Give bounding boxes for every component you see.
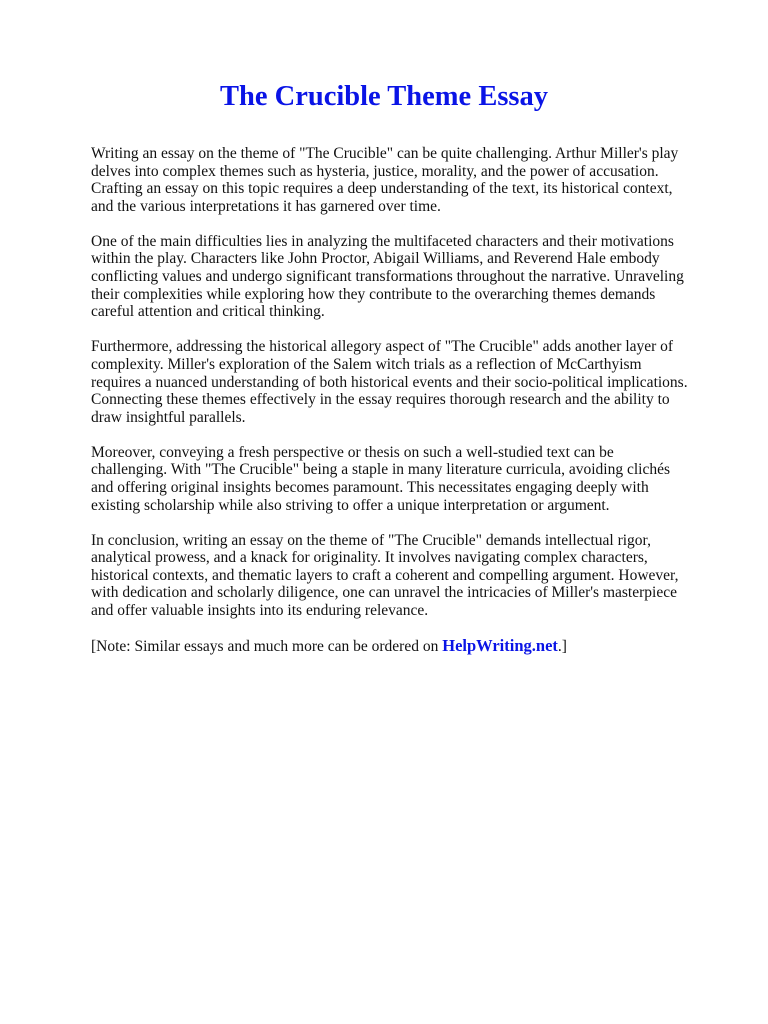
paragraph-2: One of the main difficulties lies in analyzing the multifaceted characters and their motivations within the play. Characters like John Proctor, Abigail Williams, and Reverend Hale embody conflicting values and undergo significant transformations throughout the narrative. Unraveling their complexities while exploring how they contribute to the overarching themes demands careful attention and critical thinking.: [91, 232, 684, 321]
paragraph-3: Furthermore, addressing the historical allegory aspect of "The Crucible" adds another layer of complexity. Miller's exploration of the Salem witch trials as a reflection of McCarthyism requires a nuanced understanding of both historical events and their socio-political implications. Connecting these themes effectively in the essay requires thorough research and the ability to draw insightful parallels.: [91, 338, 688, 426]
paragraph-5: In conclusion, writing an essay on the theme of "The Crucible" demands intellectual rigor, analytical prowess, and a knack for originality. It involves navigating complex characters, historical contexts, and thematic layers to craft a coherent and compelling argument. However, with dedication and scholarly diligence, one can unravel the intricacies of Miller's masterpiece and offer valuable insights into its enduring relevance.: [91, 531, 679, 620]
paragraph-1: Writing an essay on the theme of "The Crucible" can be quite challenging. Arthur Miller's play delves into complex themes such as hysteria, justice, morality, and the power of accusation. Crafting an essay on this topic requires a deep understanding of the text, its historical context, and the various interpretations it has garnered over time.: [91, 145, 679, 215]
note-paragraph: [91, 637, 691, 656]
document-title: The Crucible Theme Essay: [219, 81, 549, 112]
paragraph-4: Moreover, conveying a fresh perspective or thesis on such a well-studied text can be challenging. With "The Crucible" being a staple in many literature curricula, avoiding clichés and offering original insights becomes paramount. This necessitates engaging deeply with existing scholarship while also striving to offer a unique interpretation or argument.: [91, 443, 671, 514]
note-prefix: [Note: Similar essays and much more can be ordered on: [91, 638, 443, 656]
helpwriting-link[interactable]: HelpWriting.net: [442, 636, 558, 656]
note-suffix: .]: [557, 638, 567, 656]
essay-body: [91, 145, 691, 673]
